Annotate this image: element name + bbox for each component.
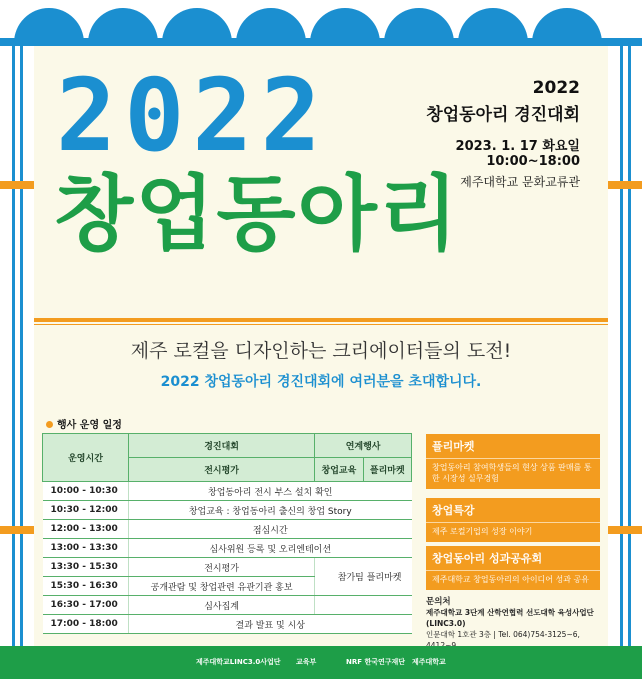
row-text: 심사위원 등록 및 오리엔테이션 <box>129 539 412 558</box>
info-box-body: 창업동아리 참여학생들의 현상 상품 판매를 통한 시장성 실무경험 <box>426 458 600 489</box>
header-exhibit: 전시평가 <box>129 458 315 482</box>
schedule-label-text: 행사 운영 일정 <box>57 420 122 431</box>
row-text: 창업교육 : 창업동아리 출신의 창업 Story <box>129 501 412 520</box>
orange-tick <box>0 181 34 189</box>
divider <box>34 324 608 325</box>
orange-tick <box>608 181 642 189</box>
orange-tick <box>0 526 34 534</box>
info-box-title: 창업동아리 성과공유회 <box>426 546 600 570</box>
border-line <box>628 46 631 646</box>
table-row <box>43 482 412 501</box>
right-border <box>608 46 642 646</box>
info-box-lecture <box>426 498 600 542</box>
bullet-icon <box>46 421 53 428</box>
contact-line: 제주대학교 3단계 산학연협력 선도대학 육성사업단(LINC3.0) <box>426 608 594 629</box>
year-headline: 2022 <box>56 57 329 174</box>
border-line <box>12 46 15 646</box>
orange-tick <box>608 526 642 534</box>
header-contest: 경진대회 <box>129 434 315 458</box>
info-box-title: 플리마켓 <box>426 434 600 458</box>
left-border <box>0 46 34 646</box>
info-title: 창업동아리 경진대회 <box>426 105 580 125</box>
row-text: 결과 발표 및 시상 <box>129 615 412 634</box>
schedule-label <box>46 416 122 431</box>
row-text: 공개관람 및 창업관련 유관기관 홍보 <box>129 577 315 596</box>
schedule-table <box>42 433 412 634</box>
row-text: 심사집계 <box>129 596 315 615</box>
contact-line: 인문대학 1호관 3층 | Tel. 064)754-3125~6, <box>426 630 580 640</box>
header-linked: 연계행사 <box>315 434 412 458</box>
table-row <box>43 501 412 520</box>
info-box-title: 창업특강 <box>426 498 600 522</box>
row-empty <box>315 596 412 615</box>
info-year: 2022 <box>532 78 580 98</box>
row-time: 10:30 - 12:00 <box>43 501 129 520</box>
row-text: 전시평가 <box>129 558 315 577</box>
row-text: 창업동아리 전시 부스 설치 확인 <box>129 482 412 501</box>
linc-logo: 제주대학교LINC3.0사업단 <box>196 658 281 666</box>
row-time: 13:30 - 15:30 <box>43 558 129 577</box>
table-row <box>43 596 412 615</box>
info-date: 2023. 1. 17 화요일 <box>455 139 580 154</box>
moe-logo: 교육부 <box>296 658 317 666</box>
top-scallop-border <box>0 0 642 46</box>
scallop-base-bar <box>0 38 642 46</box>
row-time: 10:00 - 10:30 <box>43 482 129 501</box>
row-text: 점심시간 <box>129 520 412 539</box>
event-info <box>426 78 580 190</box>
jnu-logo: 제주대학교 <box>412 658 446 666</box>
info-box-body: 제주대학교 창업동아리의 아이디어 성과 공유 <box>426 570 600 590</box>
title-headline: 창업동아리 <box>54 167 461 262</box>
info-hours: 10:00~18:00 <box>486 154 580 169</box>
nrf-logo: NRF 한국연구재단 <box>346 658 406 666</box>
row-time: 15:30 - 16:30 <box>43 577 129 596</box>
table-row <box>43 520 412 539</box>
invitation-text: 2022 창업동아리 경진대회에 여러분을 초대합니다. <box>160 374 482 390</box>
contact-title: 문의처 <box>426 597 451 607</box>
info-box-sharing <box>426 546 600 590</box>
table-row <box>43 539 412 558</box>
info-box-flea-market <box>426 434 600 489</box>
info-box-body: 제주 로컬기업의 성장 이야기 <box>426 522 600 542</box>
table-row <box>43 558 412 577</box>
border-line <box>20 46 23 646</box>
header-time: 운영시간 <box>43 434 129 482</box>
row-time: 12:00 - 13:00 <box>43 520 129 539</box>
row-time: 16:30 - 17:00 <box>43 596 129 615</box>
row-time: 13:00 - 13:30 <box>43 539 129 558</box>
border-line <box>620 46 623 646</box>
tagline: 제주 로컬을 디자인하는 크리에이터들의 도전! <box>130 340 512 362</box>
contact-info <box>426 596 602 652</box>
footer-bar <box>0 646 642 679</box>
row-time: 17:00 - 18:00 <box>43 615 129 634</box>
divider <box>34 318 608 322</box>
poster-panel <box>34 46 608 646</box>
header-market: 플리마켓 <box>363 458 411 482</box>
header-edu: 창업교육 <box>315 458 363 482</box>
info-place: 제주대학교 문화교류관 <box>460 175 580 189</box>
table-row <box>43 615 412 634</box>
row-market: 참가팀 플리마켓 <box>315 558 412 596</box>
